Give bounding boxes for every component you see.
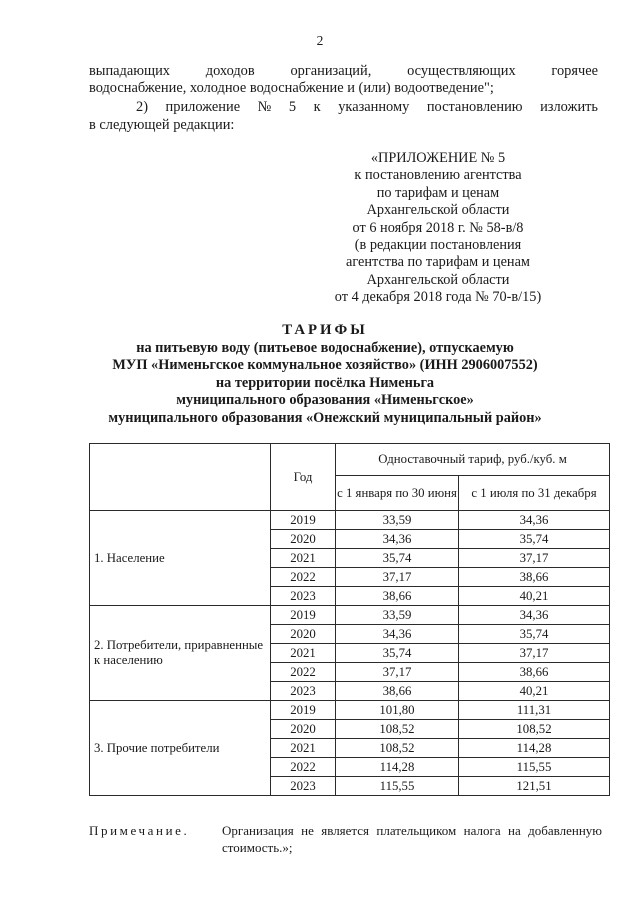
title-line: на питьевую воду (питьевое водоснабжение), отпускаемую (136, 339, 514, 356)
tariff-cell: 34,36 (336, 625, 459, 644)
tariff-cell: 111,31 (459, 701, 610, 720)
table-row (90, 511, 610, 530)
year-cell: 2022 (271, 663, 336, 682)
header-tariff: Одноставочный тариф, руб./куб. м (336, 444, 610, 476)
tariff-cell: 37,17 (459, 549, 610, 568)
intro-line-2: водоснабжение, холодное водоснабжение и (или) водоотведение"; (89, 80, 494, 96)
word: указанному (338, 99, 410, 115)
note-label: Примечание. (89, 823, 190, 838)
tariff-cell: 40,21 (459, 682, 610, 701)
intro-line-4: в следующей редакции: (89, 117, 235, 133)
title-heading: ТАРИФЫ (282, 322, 368, 338)
tariff-cell: 35,74 (459, 530, 610, 549)
tariff-cell: 37,17 (459, 644, 610, 663)
header-year: Год (271, 444, 336, 511)
tariff-cell: 108,52 (459, 720, 610, 739)
year-cell: 2022 (271, 758, 336, 777)
word: к (313, 99, 321, 115)
tariff-cell: 34,36 (336, 530, 459, 549)
tariff-cell: 35,74 (459, 625, 610, 644)
word: организаций, (290, 63, 372, 79)
tariff-cell: 35,74 (336, 549, 459, 568)
year-cell: 2023 (271, 682, 336, 701)
tariff-cell: 121,51 (459, 777, 610, 796)
title-line: на территории посёлка Нименьга (215, 374, 435, 391)
category-cell: 3. Прочие потребители (90, 701, 271, 796)
header-period-2: с 1 июля по 31 декабря (459, 476, 610, 511)
appendix-block (300, 150, 576, 307)
category-cell: 1. Население (90, 511, 271, 606)
page-number: 2 (316, 33, 324, 48)
year-cell: 2021 (271, 644, 336, 663)
word: выпадающих (89, 63, 170, 79)
tariff-cell: 40,21 (459, 587, 610, 606)
table-row (90, 606, 610, 625)
appendix-line: (в редакции постановления (354, 237, 522, 254)
tariff-cell: 37,17 (336, 568, 459, 587)
tariff-cell: 115,55 (459, 758, 610, 777)
tariff-cell: 38,66 (459, 568, 610, 587)
tariff-cell: 38,66 (336, 682, 459, 701)
tariff-cell: 114,28 (459, 739, 610, 758)
year-cell: 2021 (271, 739, 336, 758)
year-cell: 2021 (271, 549, 336, 568)
category-cell: 2. Потребители, приравненные к населению (90, 606, 271, 701)
appendix-line: от 6 ноября 2018 г. № 58-в/8 (352, 219, 524, 236)
appendix-line: по тарифам и ценам (376, 184, 500, 201)
document-title (60, 322, 590, 428)
appendix-line: к постановлению агентства (354, 167, 522, 184)
title-line: муниципального образования «Нименьгское» (176, 392, 474, 409)
tariff-cell: 34,36 (459, 606, 610, 625)
table-row (90, 701, 610, 720)
year-cell: 2023 (271, 587, 336, 606)
appendix-line: от 4 декабря 2018 года № 70-в/15) (334, 289, 542, 306)
appendix-line: агентства по тарифам и ценам (346, 254, 530, 271)
note-text: Организация не является плательщиком налога на добавленную стоимость.»; (222, 823, 602, 855)
word: 5 (288, 99, 297, 115)
tariff-cell: 35,74 (336, 644, 459, 663)
tariff-cell: 33,59 (336, 606, 459, 625)
year-cell: 2019 (271, 606, 336, 625)
intro-line-1 (89, 63, 598, 80)
year-cell: 2020 (271, 720, 336, 739)
appendix-line: «ПРИЛОЖЕНИЕ № 5 (370, 150, 506, 166)
tariff-table (89, 443, 610, 796)
tariff-cell: 37,17 (336, 663, 459, 682)
appendix-line: Архангельской области (366, 271, 510, 288)
word: приложение (165, 99, 241, 115)
header-period-1: с 1 января по 30 июня (336, 476, 459, 511)
tariff-cell: 108,52 (336, 720, 459, 739)
word: осуществляющих (407, 63, 516, 79)
title-line: муниципального образования «Онежский муниципальный район» (108, 409, 542, 426)
year-cell: 2019 (271, 511, 336, 530)
header-blank (90, 444, 271, 511)
year-cell: 2020 (271, 625, 336, 644)
intro-line-3 (136, 99, 598, 116)
word: доходов (205, 63, 255, 79)
year-cell: 2022 (271, 568, 336, 587)
tariff-cell: 101,80 (336, 701, 459, 720)
tariff-cell: 38,66 (459, 663, 610, 682)
word: 2) (136, 99, 148, 115)
word: изложить (540, 99, 598, 115)
year-cell: 2023 (271, 777, 336, 796)
word: постановлению (426, 99, 523, 115)
tariff-cell: 33,59 (336, 511, 459, 530)
tariff-cell: 115,55 (336, 777, 459, 796)
year-cell: 2019 (271, 701, 336, 720)
word: горячее (551, 63, 598, 79)
word: № (257, 99, 272, 115)
appendix-line: Архангельской области (366, 202, 510, 219)
tariff-cell: 38,66 (336, 587, 459, 606)
year-cell: 2020 (271, 530, 336, 549)
tariff-cell: 108,52 (336, 739, 459, 758)
tariff-cell: 114,28 (336, 758, 459, 777)
title-line: МУП «Нименьгское коммунальное хозяйство» (ИНН 2906007552) (112, 357, 538, 374)
tariff-cell: 34,36 (459, 511, 610, 530)
